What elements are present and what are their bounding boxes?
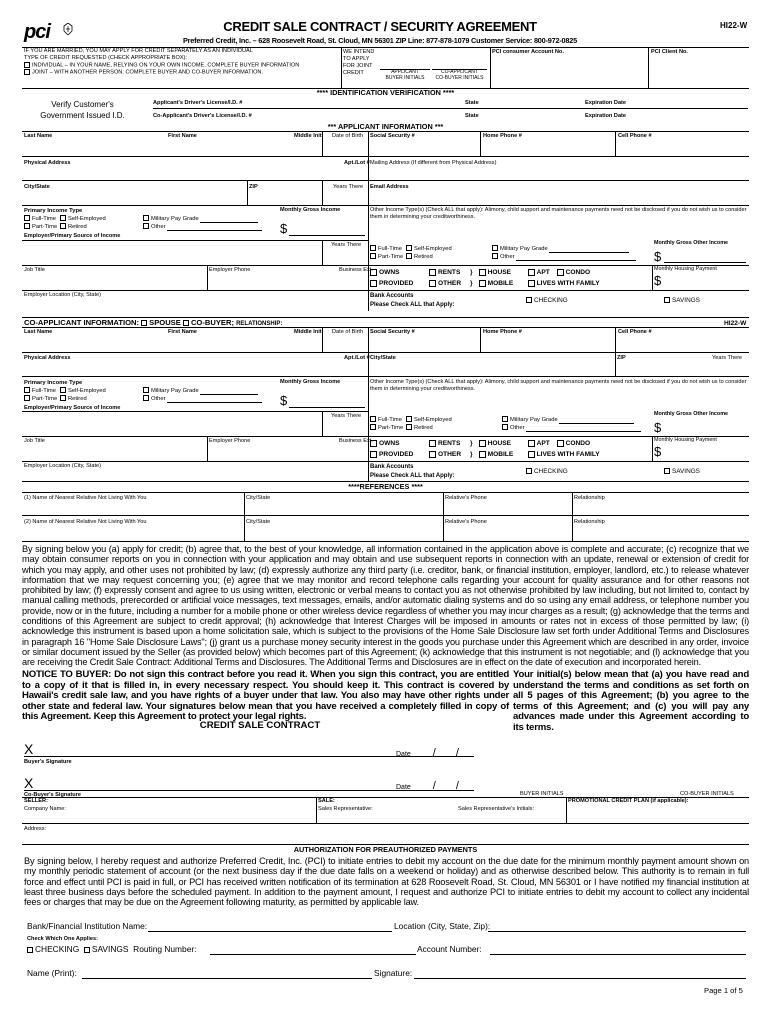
pci-logo: pci [24,21,50,43]
apt-lot-label: Apt./Lot # [344,160,370,166]
applicant-license-label: Applicant's Driver's License/I.D. # [153,100,243,106]
co-last-name-label: Last Name [24,329,53,335]
routing-number-field[interactable] [210,954,416,955]
ref1-relationship-label: Relationship [574,495,605,501]
city-state-label: City/State [24,184,50,190]
cobuyer-signature-label: Co-Buyer's Signature [24,792,81,798]
co-dob-label: Date of Birth [332,329,364,335]
coapplicant-form-code: HI22-W [724,320,747,327]
consumer-account-field[interactable] [492,56,642,86]
co-checking-option: CHECKING [526,468,568,475]
co-other-other-checkbox[interactable] [502,424,508,430]
page-number: Page 1 of 5 [704,986,743,995]
lives-with-family-checkbox[interactable] [528,280,535,287]
individual-label: INDIVIDUAL – IN YOUR NAME, RELYING ON YOUR OWN INCOME. COMPLETE BUYER INFORMATION [32,62,300,69]
other-full-time-checkbox[interactable] [370,245,376,251]
client-no-field[interactable] [651,56,746,86]
auth-signature-label: Signature: [374,968,413,978]
dollar-sign-other: $ [654,249,662,264]
company-name-label: Company Name: [24,806,66,812]
co-retired-checkbox[interactable] [60,395,66,401]
verify-id-label: Verify Customer's Government Issued I.D. [40,100,125,120]
joint-label: JOINT – WITH ANOTHER PERSON. COMPLETE BUYER AND CO-BUYER INFORMATION. [32,69,264,76]
auth-title: AUTHORIZATION FOR PREAUTHORIZED PAYMENTS [293,845,478,854]
dob-label: Date of Birth [332,133,364,139]
ref1-name-label: (1) Name of Nearest Relative Not Living With You [24,495,147,501]
mobile-checkbox[interactable] [479,280,486,287]
co-owns-checkbox[interactable] [370,440,377,447]
seller-label: SELLER: [24,798,48,804]
monthly-housing-label: Monthly Housing Payment [654,266,717,272]
co-lives-with-family-checkbox[interactable] [528,451,535,458]
co-house-checkbox[interactable] [479,440,486,447]
auth-checking-checkbox[interactable] [27,947,33,953]
co-bank-accounts-block: Bank Accounts Please Check ALL that Apply: [370,464,455,479]
id-verification-title: **** IDENTIFICATION VERIFICATION **** [316,88,455,97]
bank-name-label: Bank/Financial Institution Name: [27,921,148,931]
co-physical-address-label: Physical Address [24,355,71,361]
cobuyer-checkbox[interactable] [183,320,189,326]
co-mobile-checkbox[interactable] [479,451,486,458]
co-condo-checkbox[interactable] [557,440,564,447]
sales-rep-initials-label: Sales Representative's Initials: [458,806,534,812]
co-full-time-checkbox[interactable] [24,387,30,393]
sales-rep-label: Sales Representative: [318,806,373,812]
references-title: ****REFERENCES **** [348,482,423,491]
coapplicant-header: CO-APPLICANT INFORMATION: SPOUSE CO-BUYER; RELATIONSHIP: [24,318,283,327]
co-employer-source-label: Employer/Primary Source of Income [24,405,121,411]
co-city-state-label: City/State [370,355,396,361]
co-dollar-sign: $ [280,393,288,408]
physical-address-label: Physical Address [24,160,71,166]
spouse-checkbox[interactable] [141,320,147,326]
co-ssn-label: Social Security # [370,329,415,335]
co-savings-checkbox[interactable] [664,468,670,474]
co-first-name-label: First Name [168,329,197,335]
checking-checkbox[interactable] [526,297,532,303]
co-other-retired-checkbox[interactable] [406,424,412,430]
co-business-ext-label: Business Ext. [339,438,373,444]
monthly-gross-other-label: Monthly Gross Other Income [654,240,728,246]
cell-phone-label: Cell Phone # [618,133,652,139]
client-no-label: PCI Client No. [651,49,688,55]
co-self-employed-checkbox[interactable] [60,387,66,393]
last-name-label: Last Name [24,133,53,139]
co-apt-label: Apt./Lot # [344,355,370,361]
co-housing-status-block: OWNS RENTS } HOUSE APT CONDO PROVIDED OTHER } MOBILE LIVES WITH FAMILY [370,438,652,460]
ref1-phone-label: Relative's Phone [445,495,487,501]
co-home-phone-label: Home Phone # [483,329,522,335]
auth-savings-checkbox[interactable] [84,947,90,953]
credit-type-label: TYPE OF CREDIT REQUESTED (CHECK APPROPRIATE BOX): [24,55,187,61]
other-military-checkbox[interactable] [492,245,498,251]
rents-checkbox[interactable] [429,269,436,276]
co-zip-label: ZIP [617,355,626,361]
buyer-x-mark: X [24,741,34,757]
co-rents-checkbox[interactable] [429,440,436,447]
account-number-label: Account Number: [417,944,482,954]
other-income-options: Full-Time Self-Employed Part-Time Retired [370,245,520,261]
credit-sale-contract-label: CREDIT SALE CONTRACT [199,720,321,731]
monthly-gross-field[interactable] [289,235,365,236]
years-there-2-label: Years There [331,242,362,248]
co-other-self-employed-checkbox[interactable] [406,416,412,422]
account-number-field[interactable] [490,954,746,955]
ssn-label: Social Security # [370,133,415,139]
initials-notice: Your initial(s) below mean that (a) you have read and understand the terms and conditions as set forth on all 5 pages of this Agreement; (b) you agree to the terms of this Agreement; and (c) you will pay any advances made under this Agreement according to its terms. [513,669,749,733]
account-type-block: CHECKING SAVINGS Routing Number: [27,945,196,954]
co-primary-income-block: Primary Income Type Full-Time Self-Employed Part-Time Retired [24,380,106,402]
bank-name-field[interactable] [148,931,392,932]
provided-checkbox[interactable] [370,280,377,287]
agreement-paragraph: By signing below you (a) apply for credit; (b) agree that, to the best of your knowledge, all information contained in the application above is complete and accurate; (c) recognize that we may obtain consumer reports on you in connection with your application and may obtain and use subsequent reports in connection with an update, renewal or extension of credit for which you may apply, and other uses not prohibited by law; (d) expressly authorize any third party (i.e. creditor, bank, or financial institution, employer, landlord, etc.) to release whatever information that we may request concerning you; (e) agree that we may monitor and record telephone calls regarding your account for quality assurance and for other reasons not prohibited by law; (f) expressly consent and agree to us using written, electronic or verbal means to contact you as not otherwise prohibited by law including, but not limited to, contact by manual calling methods, prerecorded or artificial voice messages, text messages, emails, and/or automatic dialing systems and do so using any email address, or telephone number you provide, now or in the future, including a number for a mobile phone or other wireless device regardless of whether you may incur charges as a result; (g) acknowledge that the terms and conditions of this Agreement are subject to credit approval; (h) acknowledge that Interest Charges will be imposed in amounts or rates not in excess of those permitted by law; (i) acknowledge this instrument is based upon a home solicitation sale, which is subject to the provisions of the Home Sale Disclosure law set forth under Additional Terms and Disclosures in paragraph 16 "Home Sale Disclosure Laws"; (j) grant us a purchase money security interest in the goods you purchase under this Agreement which are described in any order, invoice or similar document issued by the Seller (as provided below) which becomes part of this Agreement; (k) acknowledge that this instrument is not negotiable; and (l) acknowledge that you are receiving the Credit Sale Contract: Additional Terms and Disclosures. The Additional Terms and Disclosures are in effect on the date of execution and incorporated herein. [22,544,749,668]
co-other-military-checkbox[interactable] [502,416,508,422]
other-military-block: Military Pay Grade Other [492,245,652,261]
co-job-title-label: Job Title [24,438,45,444]
house-checkbox[interactable] [479,269,486,276]
home-phone-label: Home Phone # [483,133,522,139]
cobuyer-x-mark: X [24,775,34,791]
co-monthly-gross-field[interactable] [289,407,365,408]
employer-location-label: Employer Location (City, State) [24,292,101,298]
dollar-sign-housing: $ [654,273,662,288]
middle-init-label: Middle Init. [294,133,324,139]
housing-status-block: OWNS RENTS } HOUSE APT CONDO PROVIDED OTHER } MOBILE LIVES WITH FAMILY [370,267,652,289]
co-other-income-options: Full-Time Self-Employed Part-Time Retired [370,416,520,432]
form-code: HI22-W [720,21,748,30]
co-dollar-sign-other: $ [654,420,662,435]
other-other-checkbox[interactable] [492,253,498,259]
other-part-time-checkbox[interactable] [370,253,376,259]
intend-joint-label: WE INTEND TO APPLY FOR JOINT CREDIT [343,49,375,76]
ref2-relationship-label: Relationship [574,519,605,525]
part-time-checkbox[interactable] [24,223,30,229]
coapplicant-state-label: State [465,113,479,119]
co-other-housing-checkbox[interactable] [429,451,436,458]
cobuyer-date-label: Date / / [396,780,459,792]
monthly-gross-label: Monthly Gross Income [280,207,341,213]
zip-label: ZIP [249,184,258,190]
co-employer-location-label: Employer Location (City, State) [24,463,101,469]
coapplicant-license-label: Co-Applicant's Driver's License/I.D. # [153,113,252,119]
name-print-field[interactable] [82,978,372,979]
employer-phone-label: Employer Phone [209,267,251,273]
buyer-signature-label: Buyer's Signature [24,759,72,765]
co-monthly-gross-label: Monthly Gross Income [280,379,341,385]
cobuyer-initials-label: CO-BUYER INITIALS [680,791,734,797]
military-checkbox[interactable] [143,215,149,221]
co-part-time-checkbox[interactable] [24,395,30,401]
monthly-gross-other-field[interactable] [664,262,746,263]
self-employed-checkbox[interactable] [60,215,66,221]
joint-checkbox[interactable] [24,69,30,75]
ref2-city-label: City/State [246,519,271,525]
applicant-info-title: *** APPLICANT INFORMATION *** [327,122,444,131]
check-one-label: Check Which One Applies: [27,936,98,942]
co-other-income-note: Other Income Type(s) (Check ALL that apply): Alimony, child support and maintenance payments need not be disclosed if you do not wish us to consider them in determining your creditworthiness. [370,379,747,392]
co-provided-checkbox[interactable] [370,451,377,458]
primary-income-block: Primary Income Type Full-Time Self-Employed Part-Time Retired [24,208,106,230]
company-line: Preferred Credit, Inc. – 628 Roosevelt Road, St. Cloud, MN 56301 ZIP Line: 877-878-1079 Customer Service: 800-972-0825 [183,36,577,45]
address-label: Address: [24,826,47,832]
auth-paragraph: By signing below, I hereby request and authorize Preferred Credit, Inc. (PCI) to initiate entries to debit my account on the due date for the minimum monthly payment amount shown on my monthly periodic statement of account (or the next business day if the due date falls on a weekend or holiday) and as otherwise described below. This authority is to remain in full force and effect until PCI is paid in full, or PCI has received written notification of its termination at 628 Roosevelt Road, St. Cloud, MN 56301 or I have notified my financial institution at least three business days before the scheduled payment. In addition to the payment amount, I request and authorize PCI to initiate entries to debit my account to collect any incidental fees or charges that may be due on the Agreement following maturity, as permitted by applicable law. [24,856,749,908]
checking-option: CHECKING [526,297,568,304]
coapplicant-initials-label: CO-APPLICANT CO-BUYER INITIALS [432,69,487,81]
notice-to-buyer: NOTICE TO BUYER: Do not sign this contract before you read it. When you sign this contract, you are entitled to a copy of it that is filled in, in every necessary respect. You should keep it. This contract is covered by Hawaii's credit sale law, and you have rights of a buyer under that law. You also may have other rights under other state and federal law. Your signatures below mean that you have received a completely filled in copy of this Agreement. Keep this Agreement to protect your legal rights. [22,669,509,723]
name-print-label: Name (Print): [27,968,77,978]
co-monthly-housing-label: Monthly Housing Payment [654,437,717,443]
retired-checkbox[interactable] [60,223,66,229]
co-years-there-2-label: Years There [331,413,362,419]
ref2-phone-label: Relative's Phone [445,519,487,525]
buyer-initials-label: BUYER INITIALS [520,791,564,797]
ref1-city-label: City/State [246,495,271,501]
applicant-expiration-label: Expiration Date [585,100,627,106]
individual-checkbox[interactable] [24,62,30,68]
bank-accounts-block: Bank Accounts Please Check ALL that Apply: [370,293,455,308]
other-income-note: Other Income Type(s) (Check ALL that apply): Alimony, child support and maintenance payments need not be disclosed if you do not wish us to consider them in determining your creditworthiness. [370,207,747,220]
other-housing-checkbox[interactable] [429,280,436,287]
co-years-there-label: Years There [712,355,743,361]
first-name-label: First Name [168,133,197,139]
sale-label: SALE: [318,798,335,804]
mailing-address-label: Mailing Address (If different from Physical Address) [370,160,497,166]
co-other-full-time-checkbox[interactable] [370,416,376,422]
owns-checkbox[interactable] [370,269,377,276]
other-self-employed-checkbox[interactable] [406,245,412,251]
consumer-account-label: PCI consumer Account No. [492,49,564,55]
co-cell-phone-label: Cell Phone # [618,329,652,335]
buyer-date-label: Date / / [396,747,459,759]
auth-signature-field[interactable] [414,978,746,979]
document-title: CREDIT SALE CONTRACT / SECURITY AGREEMENT [223,19,537,34]
promo-plan-label: PROMOTIONAL CREDIT PLAN (if applicable): [568,798,689,804]
applicant-state-label: State [465,100,479,106]
company-seal-icon [63,23,73,35]
savings-option: SAVINGS [664,297,700,304]
military-block: Military Pay Grade Other [143,215,278,231]
coapplicant-expiration-label: Expiration Date [585,113,627,119]
full-time-checkbox[interactable] [24,215,30,221]
business-ext-label: Business Ext. [339,267,373,273]
co-other-checkbox[interactable] [143,395,149,401]
applicant-initials-label: APPLICANT BUYER INITIALS [380,69,430,81]
co-military-checkbox[interactable] [143,387,149,393]
co-apt-checkbox[interactable] [528,440,535,447]
co-dollar-sign-housing: $ [654,444,662,459]
job-title-label: Job Title [24,267,45,273]
bank-location-label: Location (City, State, Zip): [394,921,491,931]
years-there-label: Years There [333,184,364,190]
savings-checkbox[interactable] [664,297,670,303]
other-retired-checkbox[interactable] [406,253,412,259]
co-monthly-gross-other-label: Monthly Gross Other Income [654,411,728,417]
other-income-checkbox[interactable] [143,223,149,229]
co-savings-option: SAVINGS [664,468,700,475]
apt-checkbox[interactable] [528,269,535,276]
co-checking-checkbox[interactable] [526,468,532,474]
co-military-block: Military Pay Grade Other [143,387,278,403]
ref2-name-label: (2) Name of Nearest Relative Not Living With You [24,519,147,525]
bank-location-field[interactable] [488,931,746,932]
co-middle-init-label: Middle Init. [294,329,324,335]
condo-checkbox[interactable] [557,269,564,276]
co-other-part-time-checkbox[interactable] [370,424,376,430]
co-other-military-block: Military Pay Grade Other [502,416,652,432]
married-notice: IF YOU ARE MARRIED, YOU MAY APPLY FOR CREDIT SEPARATELY AS AN INDIVIDUAL [24,48,253,54]
credit-type-block [24,48,340,77]
employer-source-label: Employer/Primary Source of Income [24,233,121,239]
email-label: Email Address [370,184,409,190]
dollar-sign: $ [280,221,288,236]
co-employer-phone-label: Employer Phone [209,438,251,444]
